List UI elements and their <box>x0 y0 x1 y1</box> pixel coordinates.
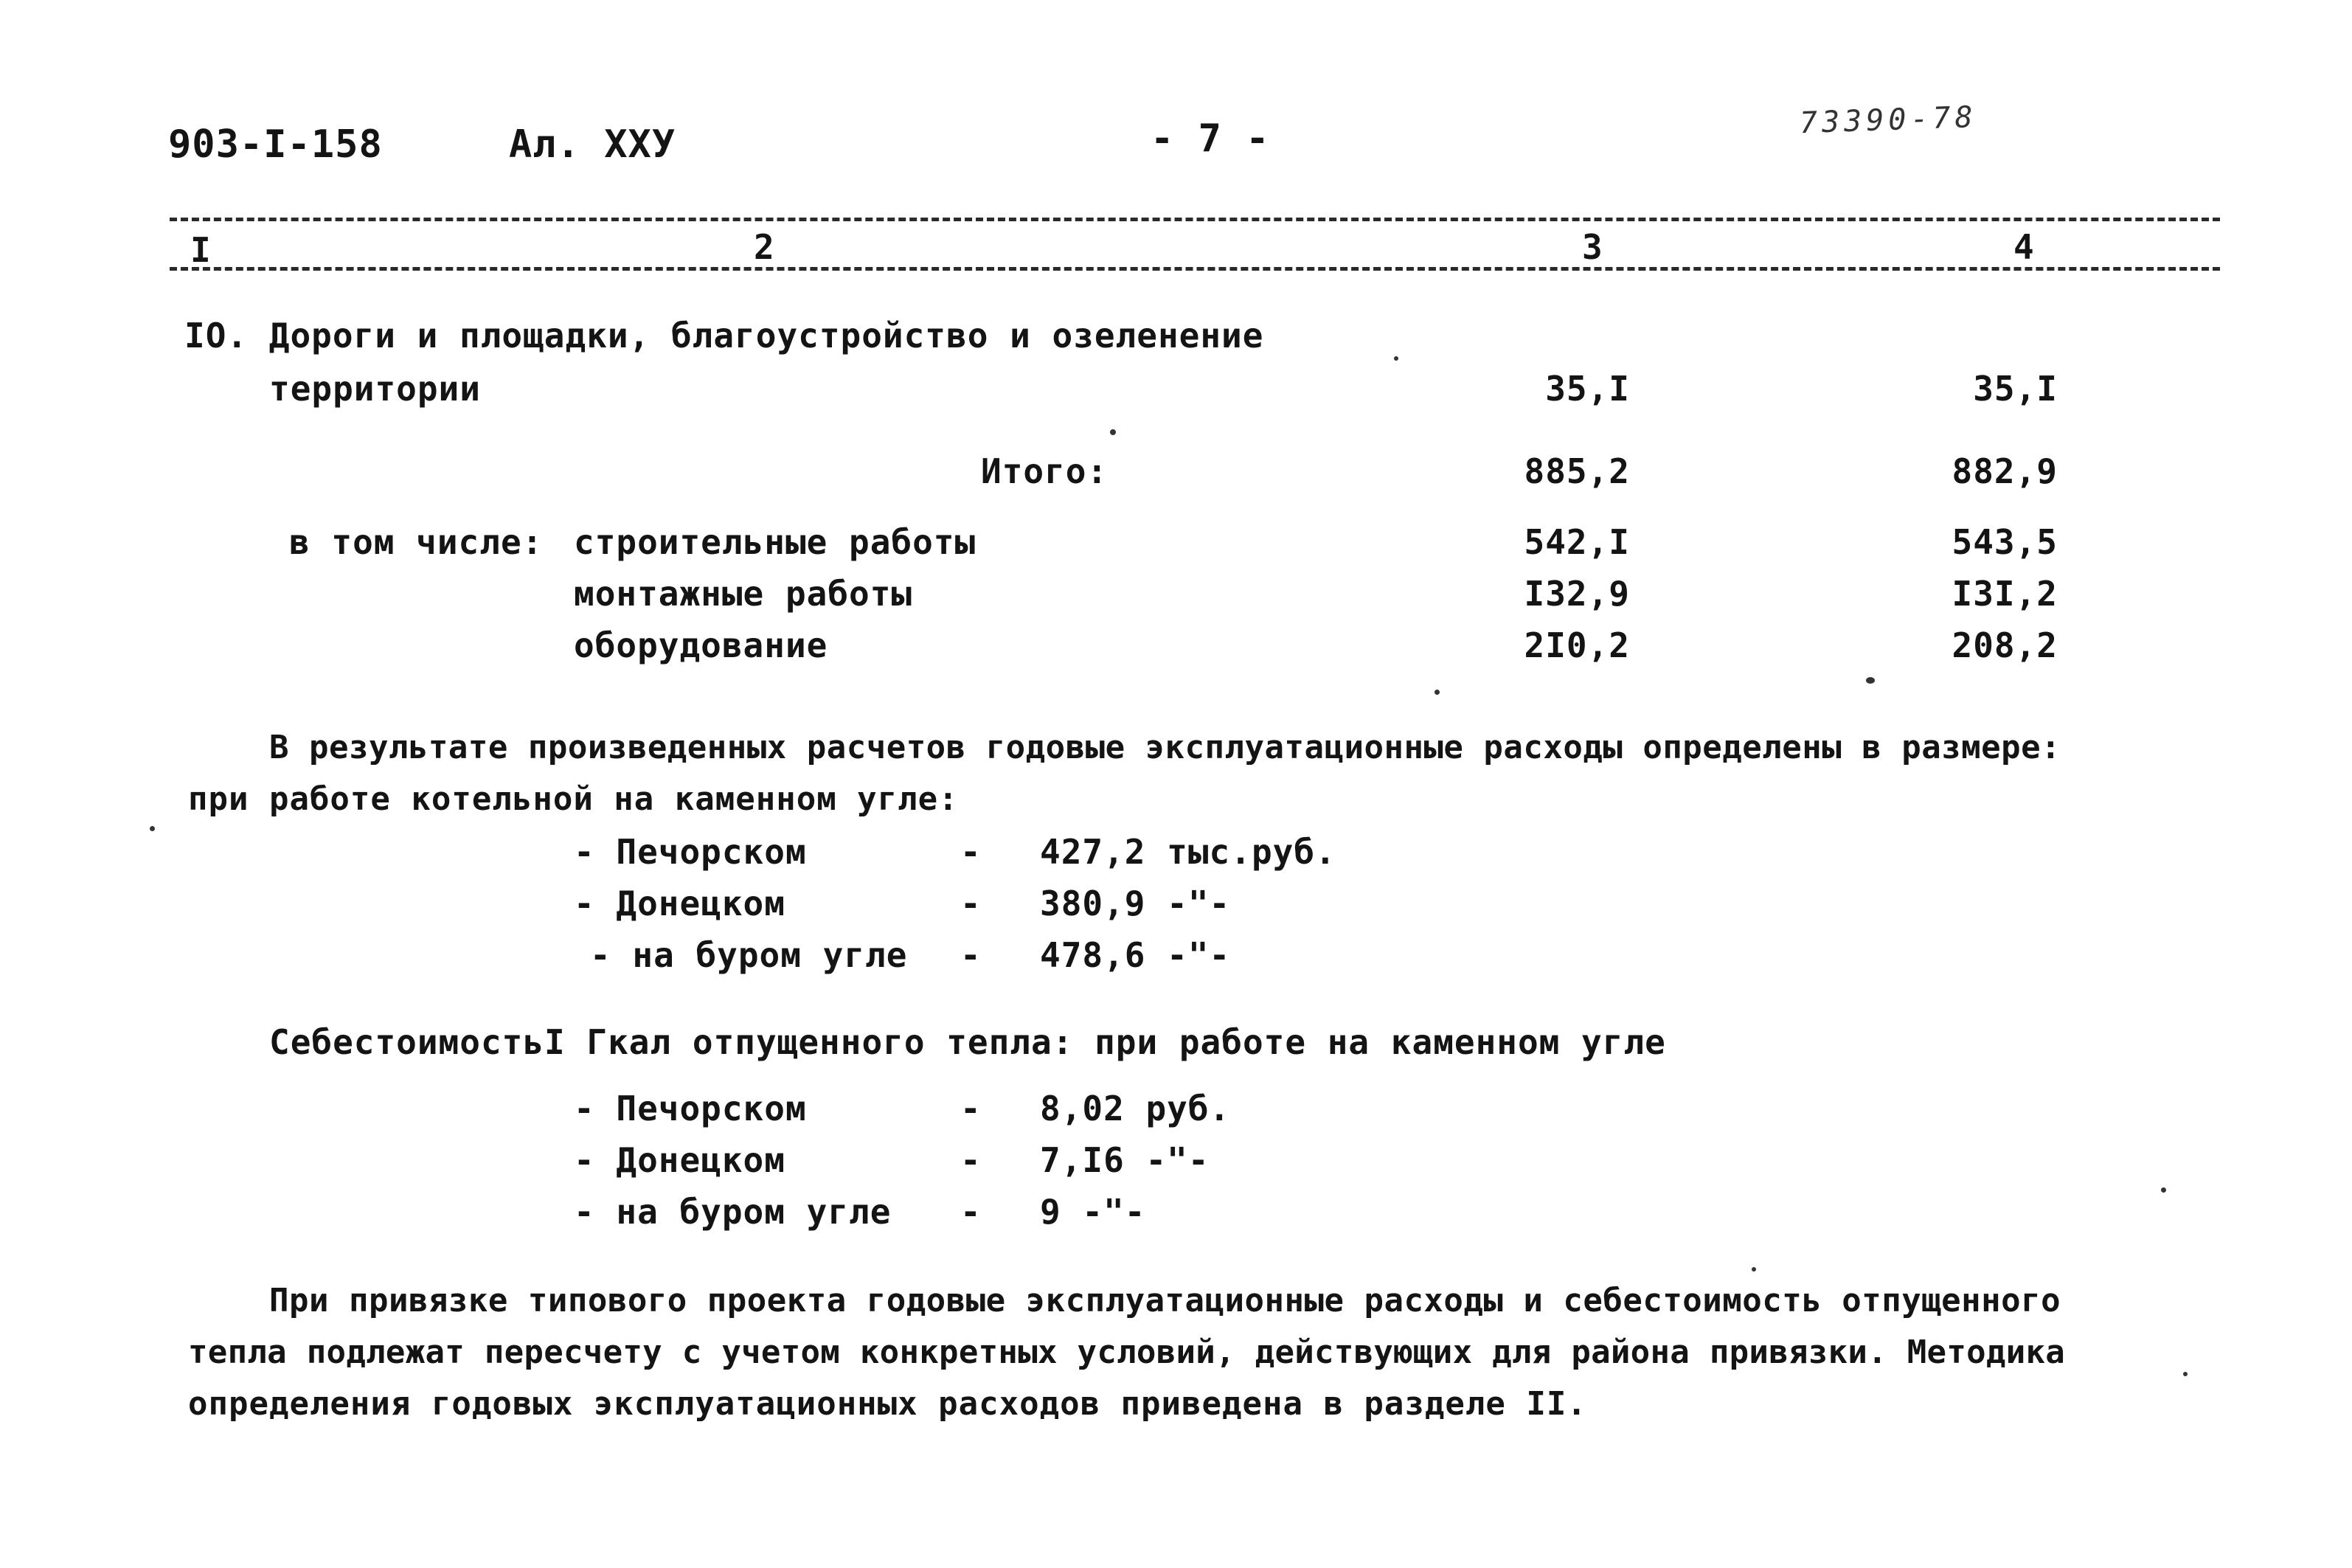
unit-cost-value: 9 -"- <box>1040 1192 1146 1232</box>
column-number-1: I <box>190 230 212 270</box>
breakdown-col3: 542,I <box>1524 522 1630 562</box>
table-header-rule <box>170 267 2220 271</box>
unit-cost-label: - на буром угле <box>574 1192 892 1232</box>
breakdown-label: строительные работы <box>574 522 976 562</box>
scan-speck <box>1110 429 1116 435</box>
paragraph-1-line2: при работе котельной на каменном угле: <box>188 780 959 818</box>
cost-item-label: - Донецком <box>574 884 785 923</box>
table-top-rule <box>170 218 2220 221</box>
column-number-2: 2 <box>754 227 775 267</box>
breakdown-col4: 543,5 <box>1952 522 2058 562</box>
total-col3: 885,2 <box>1524 451 1630 491</box>
cost-item-value: 478,6 -"- <box>1040 935 1231 975</box>
paragraph-2-line1: При привязке типового проекта годовые эксплуатационные расходы и себестоимость отпущенного <box>269 1282 2061 1319</box>
breakdown-col3: I32,9 <box>1524 574 1630 614</box>
cost-item-dash: - <box>960 832 982 872</box>
total-col4: 882,9 <box>1952 451 2058 491</box>
including-label: в том числе: <box>289 522 544 562</box>
breakdown-label: монтажные работы <box>574 574 913 614</box>
column-number-3: 3 <box>1582 227 1603 267</box>
cost-item-label: - на буром угле <box>590 935 908 975</box>
archive-number-stamp: 73390-78 <box>1799 100 1978 141</box>
row-10-label-line2: территории <box>269 369 481 409</box>
scan-speck <box>1394 356 1398 361</box>
cost-item-value: 380,9 -"- <box>1040 884 1231 923</box>
paragraph-2-line2: тепла подлежат пересчету с учетом конкретных условий, действующих для района привязки. Методика <box>188 1333 2066 1371</box>
scan-speck <box>1866 677 1875 684</box>
row-10-col3: 35,I <box>1545 369 1630 409</box>
breakdown-col3: 2I0,2 <box>1524 625 1630 665</box>
cost-item-dash: - <box>960 935 982 975</box>
document-code: 903-I-158 <box>168 122 383 167</box>
unit-cost-dash: - <box>960 1089 982 1128</box>
cost-item-value: 427,2 тыс.руб. <box>1040 832 1336 872</box>
column-number-4: 4 <box>2013 227 2035 267</box>
album-number: Ал. XXУ <box>509 122 676 167</box>
breakdown-col4: 208,2 <box>1952 625 2058 665</box>
unit-cost-label: - Донецком <box>574 1140 785 1180</box>
total-label: Итого: <box>981 451 1109 491</box>
scan-speck <box>2183 1372 2188 1376</box>
unit-cost-value: 7,I6 -"- <box>1040 1140 1210 1180</box>
breakdown-col4: I3I,2 <box>1952 574 2058 614</box>
scan-speck <box>1752 1267 1756 1272</box>
cost-price-heading: СебестоимостьI Гкал отпущенного тепла: при работе на каменном угле <box>269 1022 1666 1062</box>
breakdown-label: оборудование <box>574 625 828 665</box>
unit-cost-label: - Печорском <box>574 1089 807 1128</box>
scan-speck <box>2161 1187 2166 1193</box>
paragraph-2-line3: определения годовых эксплуатационных расходов приведена в разделе II. <box>188 1385 1587 1423</box>
cost-item-label: - Печорском <box>574 832 807 872</box>
paragraph-1-line1: В результате произведенных расчетов годовые эксплуатационные расходы определены в размере: <box>269 729 2061 766</box>
scan-speck <box>1435 690 1440 695</box>
unit-cost-value: 8,02 руб. <box>1040 1089 1231 1128</box>
scan-speck <box>150 826 155 831</box>
cost-item-dash: - <box>960 884 982 923</box>
page-number: - 7 - <box>1151 117 1270 161</box>
unit-cost-dash: - <box>960 1140 982 1180</box>
unit-cost-dash: - <box>960 1192 982 1232</box>
row-10-label-line1: IO. Дороги и площадки, благоустройство и озеленение <box>184 316 1264 355</box>
row-10-col4: 35,I <box>1973 369 2058 409</box>
